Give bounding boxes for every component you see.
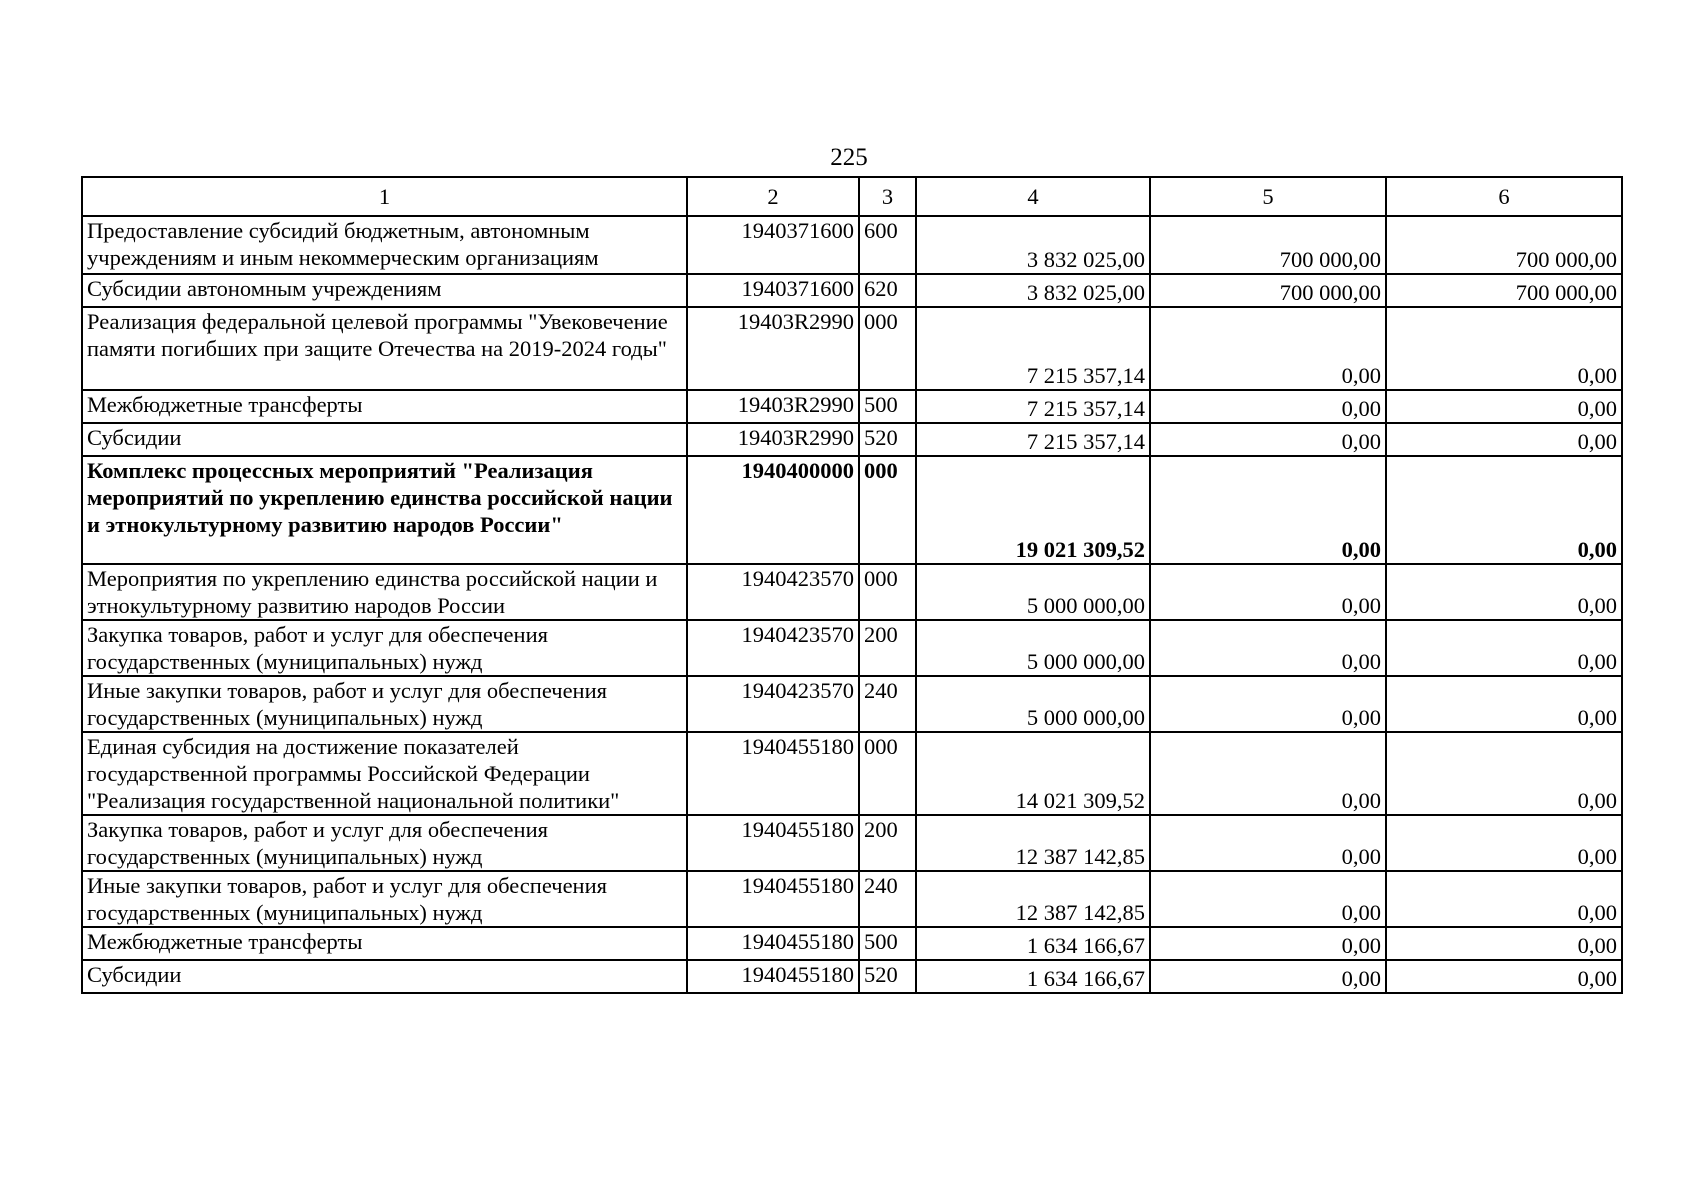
row-amount-6-cell: 0,00 [1386,960,1622,993]
row-amount-4-cell: 1 634 166,67 [916,960,1150,993]
column-header-3: 3 [859,177,916,216]
row-amount-4-cell: 12 387 142,85 [916,815,1150,871]
row-type-cell: 000 [859,456,916,564]
row-amount-4-cell: 5 000 000,00 [916,620,1150,676]
column-header-1: 1 [82,177,687,216]
row-name-cell: Субсидии [82,423,687,456]
row-amount-5-cell: 0,00 [1150,732,1386,815]
row-code-cell: 1940455180 [687,732,859,815]
row-amount-6-cell: 0,00 [1386,307,1622,390]
table-row [82,307,1622,390]
row-name-cell: Единая субсидия на достижение показателей государственной программы Российской Федерации "Реализация государственной национальной политики" [82,732,687,815]
row-amount-5-cell: 700 000,00 [1150,216,1386,274]
row-amount-5-cell: 0,00 [1150,676,1386,732]
row-amount-4-cell: 14 021 309,52 [916,732,1150,815]
row-code-cell: 1940455180 [687,871,859,927]
row-amount-4-cell: 7 215 357,14 [916,307,1150,390]
row-amount-6-cell: 0,00 [1386,423,1622,456]
row-amount-5-cell: 0,00 [1150,960,1386,993]
row-type-cell: 520 [859,960,916,993]
row-name-cell: Межбюджетные трансферты [82,390,687,423]
row-type-cell: 500 [859,390,916,423]
table-row [82,927,1622,960]
row-amount-5-cell: 0,00 [1150,871,1386,927]
row-amount-5-cell: 700 000,00 [1150,274,1386,307]
row-code-cell: 19403R2990 [687,307,859,390]
table-row [82,390,1622,423]
row-type-cell: 200 [859,815,916,871]
row-code-cell: 1940455180 [687,815,859,871]
row-code-cell: 1940423570 [687,564,859,620]
row-type-cell: 240 [859,871,916,927]
row-code-cell: 19403R2990 [687,390,859,423]
column-header-4: 4 [916,177,1150,216]
row-amount-6-cell: 0,00 [1386,620,1622,676]
row-amount-6-cell: 700 000,00 [1386,274,1622,307]
table-row [82,216,1622,274]
row-name-cell: Межбюджетные трансферты [82,927,687,960]
table-row [82,871,1622,927]
row-code-cell: 1940371600 [687,216,859,274]
column-header-6: 6 [1386,177,1622,216]
table-row [82,564,1622,620]
row-amount-4-cell: 5 000 000,00 [916,676,1150,732]
table-row [82,274,1622,307]
row-type-cell: 620 [859,274,916,307]
row-amount-5-cell: 0,00 [1150,390,1386,423]
row-amount-4-cell: 1 634 166,67 [916,927,1150,960]
table-row [82,732,1622,815]
row-amount-5-cell: 0,00 [1150,307,1386,390]
table-row [82,620,1622,676]
row-amount-6-cell: 0,00 [1386,927,1622,960]
budget-table [81,176,1623,994]
row-type-cell: 240 [859,676,916,732]
row-code-cell: 1940455180 [687,927,859,960]
row-name-cell: Иные закупки товаров, работ и услуг для обеспечения государственных (муниципальных) нужд [82,676,687,732]
row-amount-6-cell: 0,00 [1386,732,1622,815]
row-name-cell: Закупка товаров, работ и услуг для обеспечения государственных (муниципальных) нужд [82,620,687,676]
row-code-cell: 1940423570 [687,620,859,676]
column-header-2: 2 [687,177,859,216]
row-code-cell: 1940423570 [687,676,859,732]
row-amount-4-cell: 7 215 357,14 [916,423,1150,456]
row-amount-5-cell: 0,00 [1150,815,1386,871]
row-amount-6-cell: 0,00 [1386,456,1622,564]
table-row [82,676,1622,732]
table-row [82,815,1622,871]
row-amount-5-cell: 0,00 [1150,423,1386,456]
row-amount-4-cell: 19 021 309,52 [916,456,1150,564]
row-amount-6-cell: 700 000,00 [1386,216,1622,274]
row-amount-6-cell: 0,00 [1386,390,1622,423]
row-code-cell: 1940371600 [687,274,859,307]
row-type-cell: 000 [859,732,916,815]
row-code-cell: 1940455180 [687,960,859,993]
row-amount-6-cell: 0,00 [1386,676,1622,732]
row-amount-4-cell: 7 215 357,14 [916,390,1150,423]
row-type-cell: 520 [859,423,916,456]
row-amount-4-cell: 3 832 025,00 [916,274,1150,307]
page-number: 225 [830,144,868,171]
table-row [82,423,1622,456]
row-amount-4-cell: 3 832 025,00 [916,216,1150,274]
row-amount-5-cell: 0,00 [1150,564,1386,620]
row-name-cell: Субсидии [82,960,687,993]
row-name-cell: Реализация федеральной целевой программы "Увековечение памяти погибших при защите Отечества на 2019-2024 годы" [82,307,687,390]
row-amount-5-cell: 0,00 [1150,620,1386,676]
table-row [82,456,1622,564]
row-amount-5-cell: 0,00 [1150,927,1386,960]
row-amount-6-cell: 0,00 [1386,815,1622,871]
row-amount-4-cell: 5 000 000,00 [916,564,1150,620]
row-name-cell: Закупка товаров, работ и услуг для обеспечения государственных (муниципальных) нужд [82,815,687,871]
row-name-cell: Субсидии автономным учреждениям [82,274,687,307]
row-name-cell: Мероприятия по укреплению единства российской нации и этнокультурному развитию народов России [82,564,687,620]
row-amount-6-cell: 0,00 [1386,871,1622,927]
row-amount-6-cell: 0,00 [1386,564,1622,620]
row-amount-5-cell: 0,00 [1150,456,1386,564]
row-type-cell: 000 [859,564,916,620]
row-type-cell: 000 [859,307,916,390]
row-code-cell: 1940400000 [687,456,859,564]
column-header-5: 5 [1150,177,1386,216]
row-type-cell: 600 [859,216,916,274]
row-type-cell: 500 [859,927,916,960]
row-name-cell: Иные закупки товаров, работ и услуг для обеспечения государственных (муниципальных) нужд [82,871,687,927]
row-code-cell: 19403R2990 [687,423,859,456]
header-row [82,177,1622,216]
row-name-cell: Комплекс процессных мероприятий "Реализация мероприятий по укреплению единства российской нации и этнокультурному развитию народов России" [82,456,687,564]
table-row [82,960,1622,993]
row-type-cell: 200 [859,620,916,676]
row-name-cell: Предоставление субсидий бюджетным, автономным учреждениям и иным некоммерческим организациям [82,216,687,274]
row-amount-4-cell: 12 387 142,85 [916,871,1150,927]
